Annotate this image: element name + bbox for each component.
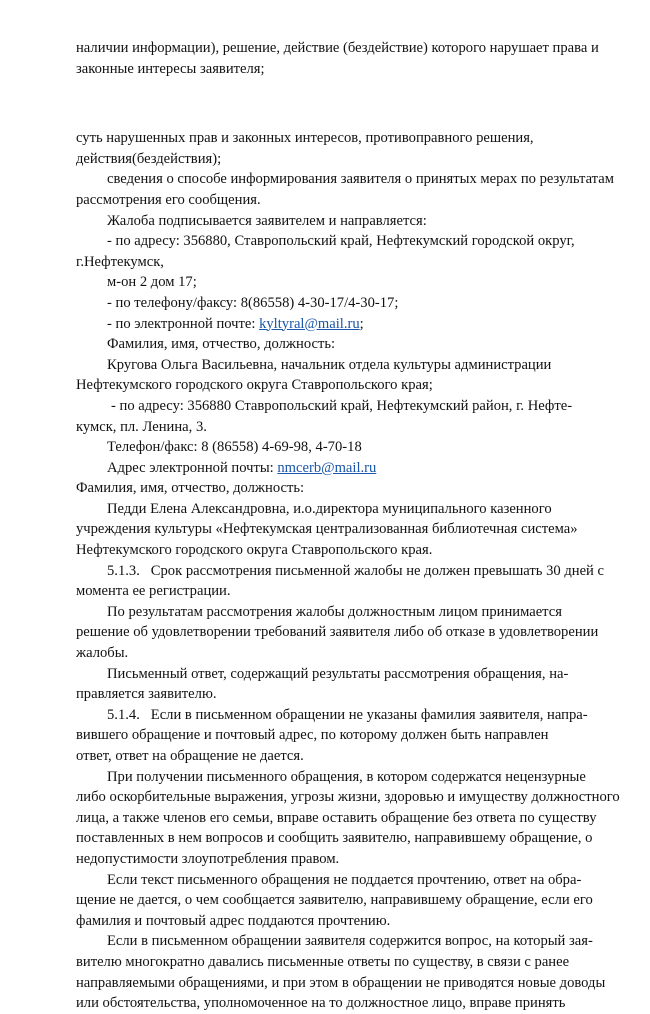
text-line: фамилия и почтовый адрес поддаются прочтению. [76, 912, 391, 929]
text-line: 5.1.4. Если в письменном обращении не указаны фамилия заявителя, напра- [107, 706, 588, 723]
text-line: Фамилия, имя, отчество, должность: [76, 480, 305, 497]
text-line: При получении письменного обращения, в котором содержатся нецензурные [107, 768, 586, 785]
text-line: Письменный ответ, содержащий результаты рассмотрения обращения, на- [107, 665, 569, 682]
text-line: Нефтекумского городского округа Ставропольского края; [76, 377, 433, 394]
text-line: действия(бездействия); [76, 150, 222, 167]
text-line: решение об удовлетворении требований заявителя либо об отказе в удовлетворении [76, 624, 599, 641]
text-line: Телефон/факс: 8 (86558) 4-69-98, 4-70-18 [107, 439, 362, 456]
text-line: наличии информации), решение, действие (бездействие) которого нарушает права и [76, 40, 599, 56]
text-line: Если в письменном обращении заявителя содержится вопрос, на который зая- [107, 933, 593, 950]
text-line: Фамилия, имя, отчество, должность: [107, 336, 336, 353]
text-line: - по телефону/факсу: 8(86558) 4-30-17/4-30-17; [107, 294, 399, 311]
text-line [76, 458, 596, 479]
text-fragment: ; [359, 315, 364, 332]
blank-gap [76, 79, 596, 128]
text-line: Педди Елена Александровна, и.о.директора муниципального казенного [107, 500, 552, 517]
text-line: г.Нефтекумск, [76, 253, 164, 270]
text-line: недопустимости злоупотребления правом. [76, 850, 340, 867]
text-line: Если текст письменного обращения не поддается прочтению, ответ на обра- [107, 871, 582, 888]
text-line: суть нарушенных прав и законных интересов, противоправного решения, [76, 130, 534, 147]
text-line: законные интересы заявителя; [76, 60, 265, 77]
text-line: направляемыми обращениями, и при этом в обращении не приводятся новые доводы [76, 974, 606, 991]
text-line: 5.1.3. Срок рассмотрения письменной жалобы не должен превышать 30 дней с [107, 562, 604, 579]
text-line: лица, а также членов его семьи, вправе оставить обращение без ответа по существу [76, 809, 597, 826]
text-line: ответ, ответ на обращение не дается. [76, 748, 304, 764]
text-line: правляется заявителю. [76, 686, 217, 703]
text-line [76, 314, 596, 335]
text-line: сведения о способе информирования заявителя о принятых мерах по результатам [107, 171, 614, 188]
text-line: - по адресу: 356880 Ставропольский край, Нефтекумский район, г. Нефте- [111, 397, 573, 414]
text-line: - по адресу: 356880, Ставропольский край, Нефтекумский городской округ, [107, 233, 575, 250]
text-fragment: Адрес электронной почты: [107, 459, 278, 476]
text-line: или обстоятельства, уполномоченное на то должностное лицо, вправе принять [76, 995, 566, 1012]
text-line: момента ее регистрации. [76, 583, 231, 600]
text-line: По результатам рассмотрения жалобы должностным лицом принимается [107, 603, 562, 620]
text-line: щение не дается, о чем сообщается заявителю, направившему обращение, если его [76, 892, 593, 909]
text-line: Нефтекумского городского округа Ставропольского края. [76, 542, 433, 559]
email-link-nmcerb[interactable]: nmcerb@mail.ru [277, 459, 377, 476]
text-line: вителю многократно давались письменные ответы по существу, в связи с ранее [76, 953, 570, 970]
text-line: либо оскорбительные выражения, угрозы жизни, здоровью и имуществу должностного [76, 789, 620, 806]
email-link-kyltyral[interactable]: kyltyral@mail.ru [259, 315, 360, 332]
text-line: учреждения культуры «Нефтекумская централизованная библиотечная система» [76, 521, 578, 538]
text-line: Кругова Ольга Васильевна, начальник отдела культуры администрации [107, 356, 552, 373]
text-line: жалобы. [76, 645, 129, 662]
text-line: м-он 2 дом 17; [107, 274, 197, 291]
text-line: кумск, пл. Ленина, 3. [76, 418, 207, 435]
text-line: рассмотрения его сообщения. [76, 191, 261, 208]
text-line: вившего обращение и почтовый адрес, по которому должен быть направлен [76, 727, 549, 744]
text-line: поставленных в нем вопросов и сообщить заявителю, направившему обращение, о [76, 830, 593, 847]
text-fragment: - по электронной почте: [107, 315, 260, 332]
text-line: Жалоба подписывается заявителем и направляется: [107, 212, 427, 229]
